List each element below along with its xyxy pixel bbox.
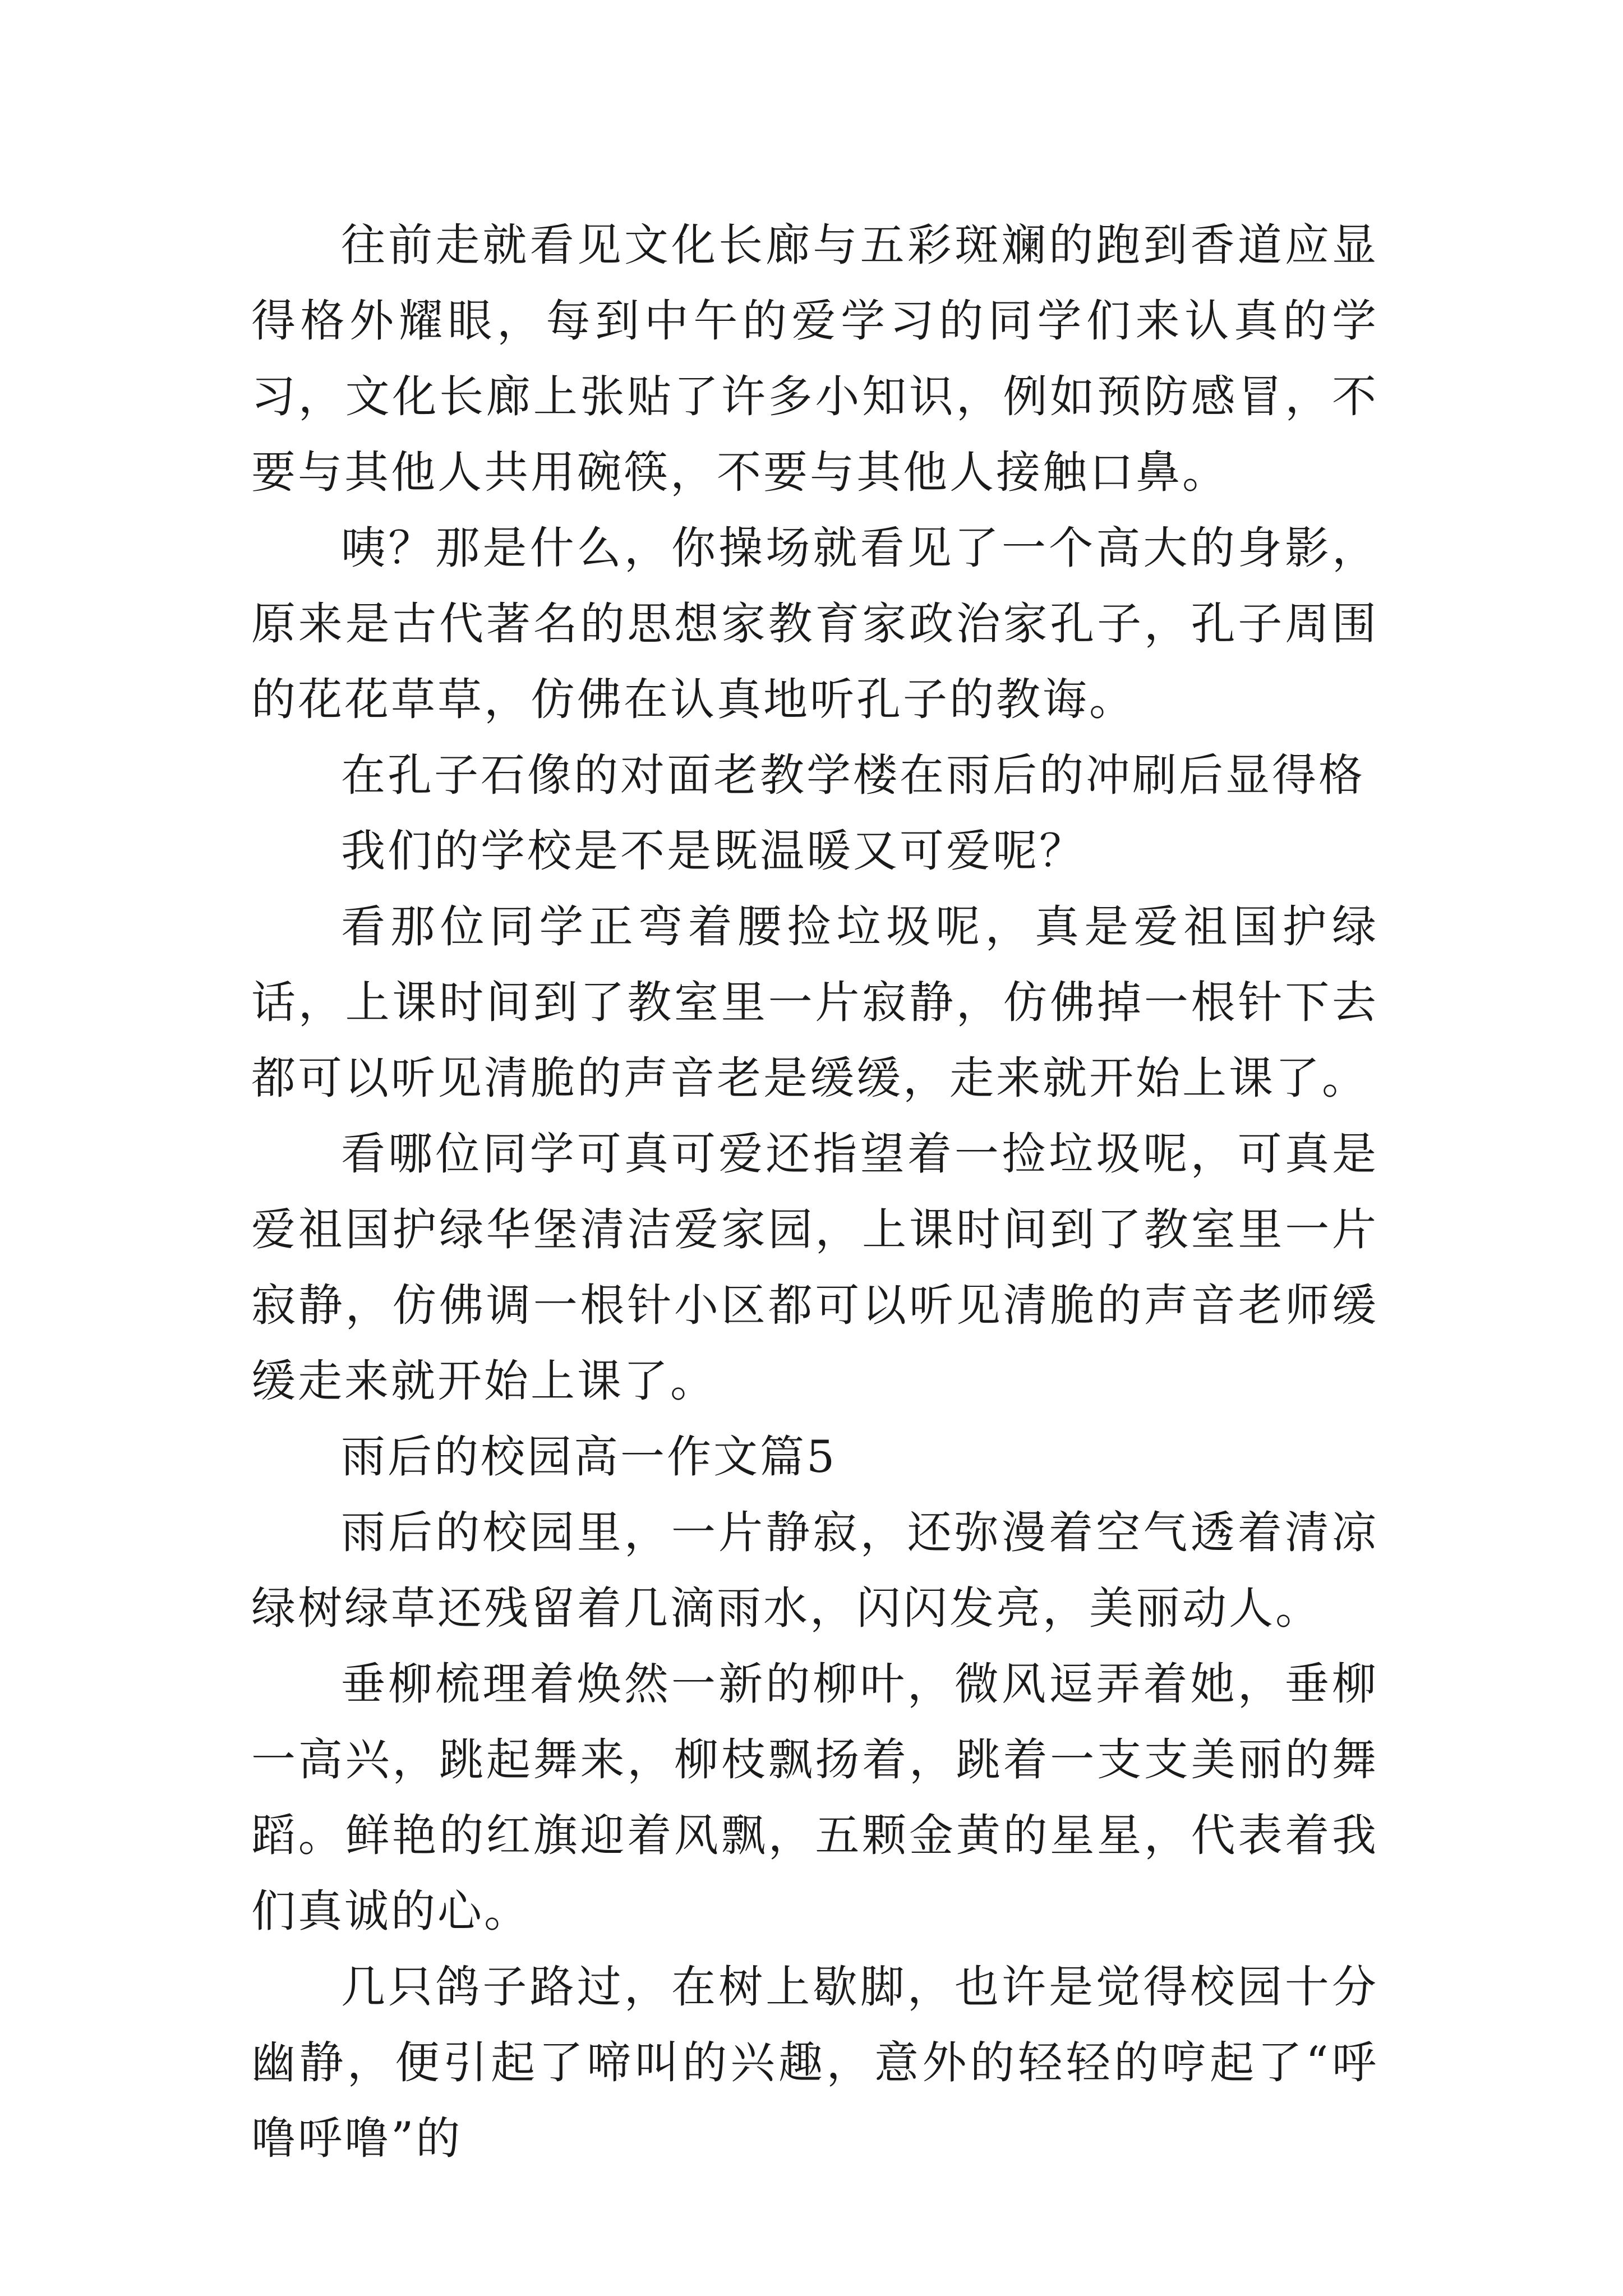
paragraph-warm-school: 我们的学校是不是既温暖又可爱呢？: [341, 825, 1086, 877]
paragraph-pigeons: 几只鸽子路过，在树上歇脚，也许是觉得校园十分幽静，便引起了啼叫的兴趣，意外的轻轻的哼起了“呼噜呼噜”的: [251, 1961, 1378, 2164]
paragraph-confucius-statue: 咦？那是什么，你操场就看见了一个高大的身影，原来是古代著名的思想家教育家政治家孔子，孔子周围的花花草草，仿佛在认真地听孔子的教诲。: [251, 522, 1378, 725]
paragraph-culture-corridor: 往前走就看见文化长廊与五彩斑斓的跑到香道应显得格外耀眼，每到中午的爱学习的同学们来认真的学习，文化长廊上张贴了许多小知识，例如预防感冒，不要与其他人共用碗筷，不要与其他人接触口鼻。: [251, 219, 1378, 498]
document-body: [251, 208, 1378, 2177]
essay-heading: 雨后的校园高一作文篇5: [341, 1431, 837, 1483]
paragraph-campus-after-rain: 雨后的校园里，一片静寂，还弥漫着空气透着清凉绿树绿草还残留着几滴雨水，闪闪发亮，美丽动人。: [251, 1507, 1378, 1634]
paragraph-student-picking-trash: 看那位同学正弯着腰捡垃圾呢，真是爱祖国护绿话，上课时间到了教室里一片寂静，仿佛掉一根针下去都可以听见清脆的声音老是缓缓，走来就开始上课了。: [251, 901, 1378, 1104]
paragraph-old-teaching-building: 在孔子石像的对面老教学楼在雨后的冲刷后显得格: [341, 749, 1365, 801]
paragraph-student-protecting-green: 看哪位同学可真可爱还指望着一捡垃圾呢，可真是爱祖国护绿华堡清洁爱家园，上课时间到了教室里一片寂静，仿佛调一根针小区都可以听见清脆的声音老师缓缓走来就开始上课了。: [251, 1128, 1378, 1407]
paragraph-willow-and-flag: 垂柳梳理着焕然一新的柳叶，微风逗弄着她，垂柳一高兴，跳起舞来，柳枝飘扬着，跳着一支支美丽的舞蹈。鲜艳的红旗迎着风飘，五颗金黄的星星，代表着我们真诚的心。: [251, 1658, 1378, 1937]
